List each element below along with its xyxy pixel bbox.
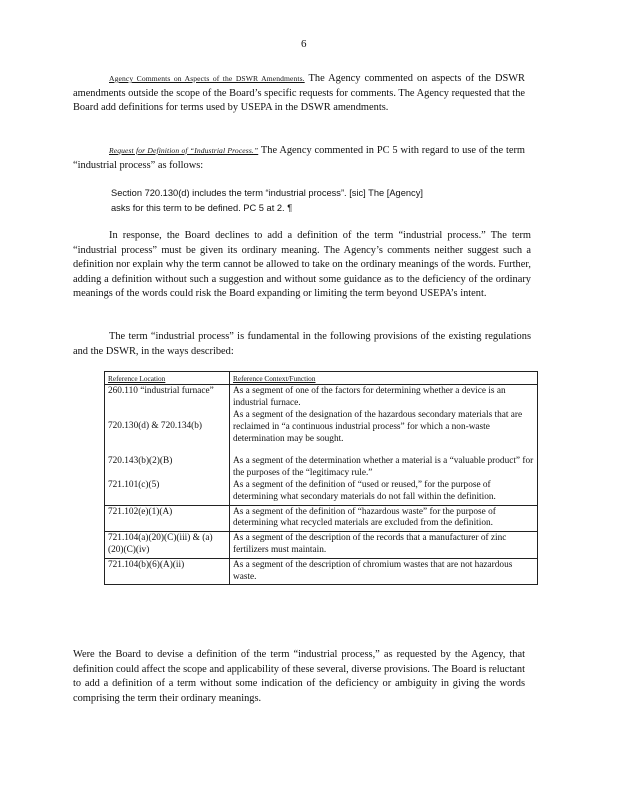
table-cell-contexts: As a segment of the description of chromium wastes that are not hazardous waste.: [230, 558, 538, 585]
request-definition-paragraph: [73, 144, 525, 173]
ref-item: 720.143(b)(2)(B): [108, 456, 173, 466]
table-cell-refs: [105, 385, 230, 506]
ref-item: 720.130(d) & 720.134(b): [108, 421, 202, 431]
agency-comments-heading: Agency Comments on Aspects of the DSWR Amendments.: [109, 74, 305, 83]
response-paragraph: In response, the Board declines to add a definition of the term “industrial process.” The term “industrial process” must be given its ordinary meaning. The Agency’s comments neither suggest such a definition nor explain why the term cannot be allowed to take on the ordinary meanings of the words. Further, adding a definition without such a suggestion and without some guidance as to the deficiency of the ordinary meanings of the words could risk the Board expanding or limiting the term beyond USEPA’s intent.: [73, 230, 531, 299]
table-header-row: [105, 372, 538, 385]
reference-table: [104, 371, 538, 585]
context-item: As a segment of the designation of the hazardous secondary materials that are reclaimed in “a continuous industrial process” for which a non-waste determination may be sought.: [233, 410, 523, 444]
request-definition-text: The Agency commented in PC 5 with regard to use of the term “industrial process” as follows:: [73, 145, 526, 171]
quote-line-1: Section 720.130(d) includes the term “industrial process”. [sic] The [Agency]: [111, 188, 423, 198]
table-row: [105, 505, 538, 532]
table-row: [105, 385, 538, 506]
table-cell-contexts: [230, 385, 538, 506]
agency-comments-text: The Agency commented on aspects of the DSWR amendments outside the scope of the Board’s specific requests for comments. The Agency requested that the Board add definitions for terms used by USEPA in the DSWR amendments.: [73, 73, 525, 113]
fundamental-paragraph: The term “industrial process” is fundamental in the following provisions of the existing regulations and the DSWR, in the ways described:: [73, 331, 531, 357]
ref-item: 260.110 “industrial furnace”: [108, 386, 214, 396]
table-header-location: Reference Location: [105, 372, 230, 385]
context-item: As a segment of the definition of “used or reused,” for the purpose of determining what secondary materials do not fall within the definition.: [233, 480, 496, 502]
ref-item: 721.101(c)(5): [108, 480, 160, 490]
page-number: 6: [301, 38, 307, 50]
table-cell-refs: 721.102(e)(1)(A): [105, 505, 230, 532]
quote-line-2: asks for this term to be defined. PC 5 at 2. ¶: [111, 203, 293, 213]
table-cell-contexts: As a segment of the description of the records that a manufacturer of zinc fertilizers must maintain.: [230, 532, 538, 559]
request-definition-heading: Request for Definition of “Industrial Process.”: [109, 146, 259, 155]
block-quote: [111, 186, 506, 216]
table-cell-refs: 721.104(b)(6)(A)(ii): [105, 558, 230, 585]
context-item: As a segment of the determination whether a material is a “valuable product” for the purposes of the “legitimacy rule.”: [233, 456, 534, 478]
table-row: [105, 558, 538, 585]
context-item: As a segment of one of the factors for determining whether a device is an industrial furnace.: [233, 386, 506, 408]
table-header-context: Reference Context/Function: [230, 372, 538, 385]
table-cell-refs: 721.104(a)(20)(C)(iii) & (a)(20)(C)(iv): [105, 532, 230, 559]
table-row: [105, 532, 538, 559]
conclusion-paragraph: Were the Board to devise a definition of the term “industrial process,” as requested by the Agency, that definition could affect the scope and applicability of these several, diverse provisions. The Board is reluctant to add a definition of a term without some indication of the deficiency or ambiguity in giving the words comprising the term their ordinary meanings.: [73, 649, 525, 704]
agency-comments-paragraph: [73, 72, 525, 116]
table-cell-contexts: As a segment of the definition of “hazardous waste” for the purpose of determining what recycled materials are excluded from the definition.: [230, 505, 538, 532]
